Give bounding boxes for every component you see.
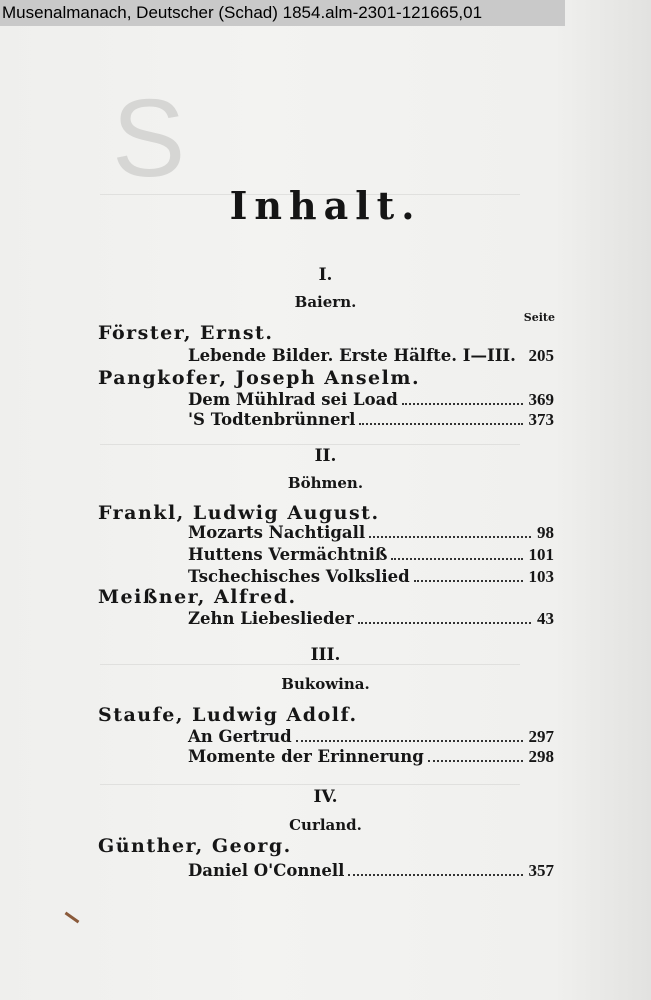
entry-title: Tschechisches Volkslied — [188, 567, 410, 586]
section-numeral: I. — [318, 265, 333, 285]
entry-title: Lebende Bilder. Erste Hälfte. I—III. — [188, 346, 516, 365]
entry-title: Huttens Vermächtniß — [188, 545, 388, 564]
author-name: Staufe, Ludwig Adolf. — [98, 704, 358, 726]
toc-entry — [188, 727, 554, 747]
author-name: Meißner, Alfred. — [98, 586, 297, 608]
entry-page: 205 — [528, 346, 554, 365]
document-id-label: Musenalmanach, Deutscher (Schad) 1854.alm-2301-121665,01 — [0, 0, 565, 26]
entry-title: Dem Mühlrad sei Load — [188, 390, 398, 409]
section-region: Böhmen. — [287, 474, 364, 492]
author-name: Pangkofer, Joseph Anselm. — [98, 367, 421, 389]
page-title: Inhalt. — [229, 183, 422, 228]
section-region: Bukowina. — [281, 675, 370, 693]
section-region: Curland. — [289, 816, 362, 834]
entry-title: Mozarts Nachtigall — [188, 523, 366, 542]
leader-dots — [391, 558, 522, 560]
entry-title: Zehn Liebeslieder — [188, 609, 354, 628]
toc-entry — [188, 747, 554, 767]
toc-entry — [188, 609, 554, 629]
watermark-letter: S — [112, 77, 186, 200]
leader-dots — [414, 580, 523, 582]
entry-page: 369 — [528, 390, 554, 409]
section-numeral: IV. — [313, 787, 338, 807]
entry-page: 373 — [528, 410, 554, 429]
leader-dots — [359, 423, 522, 425]
entry-page: 103 — [528, 567, 554, 586]
entry-page: 43 — [537, 609, 554, 628]
entry-page: 101 — [528, 545, 554, 564]
entry-title: 'S Todtenbrünnerl — [188, 410, 356, 429]
toc-entry — [188, 567, 554, 587]
section-numeral: II. — [314, 446, 337, 466]
toc-entry — [188, 410, 554, 430]
leader-dots — [358, 622, 531, 624]
section-region: Baiern. — [294, 293, 357, 311]
author-name: Förster, Ernst. — [98, 322, 274, 344]
author-name: Günther, Georg. — [98, 835, 292, 857]
entry-page: 298 — [528, 747, 554, 766]
toc-entry — [188, 390, 554, 410]
leader-dots — [296, 740, 523, 742]
section-numeral: III. — [310, 645, 341, 665]
author-name: Frankl, Ludwig August. — [98, 502, 380, 524]
entry-title: Daniel O'Connell — [188, 861, 345, 880]
leader-dots — [428, 760, 523, 762]
entry-page: 297 — [528, 727, 554, 746]
entry-title: Momente der Erinnerung — [188, 747, 424, 766]
entry-page: 98 — [537, 523, 554, 542]
leader-dots — [348, 874, 522, 876]
entry-page: 357 — [528, 861, 554, 880]
toc-entry — [188, 346, 554, 366]
leader-dots — [369, 536, 531, 538]
toc-entry — [188, 523, 554, 543]
toc-entry — [188, 545, 554, 565]
toc-entry — [188, 861, 554, 881]
entry-title: An Gertrud — [188, 727, 292, 746]
seite-column-label: Seite — [523, 311, 555, 324]
leader-dots — [402, 403, 523, 405]
